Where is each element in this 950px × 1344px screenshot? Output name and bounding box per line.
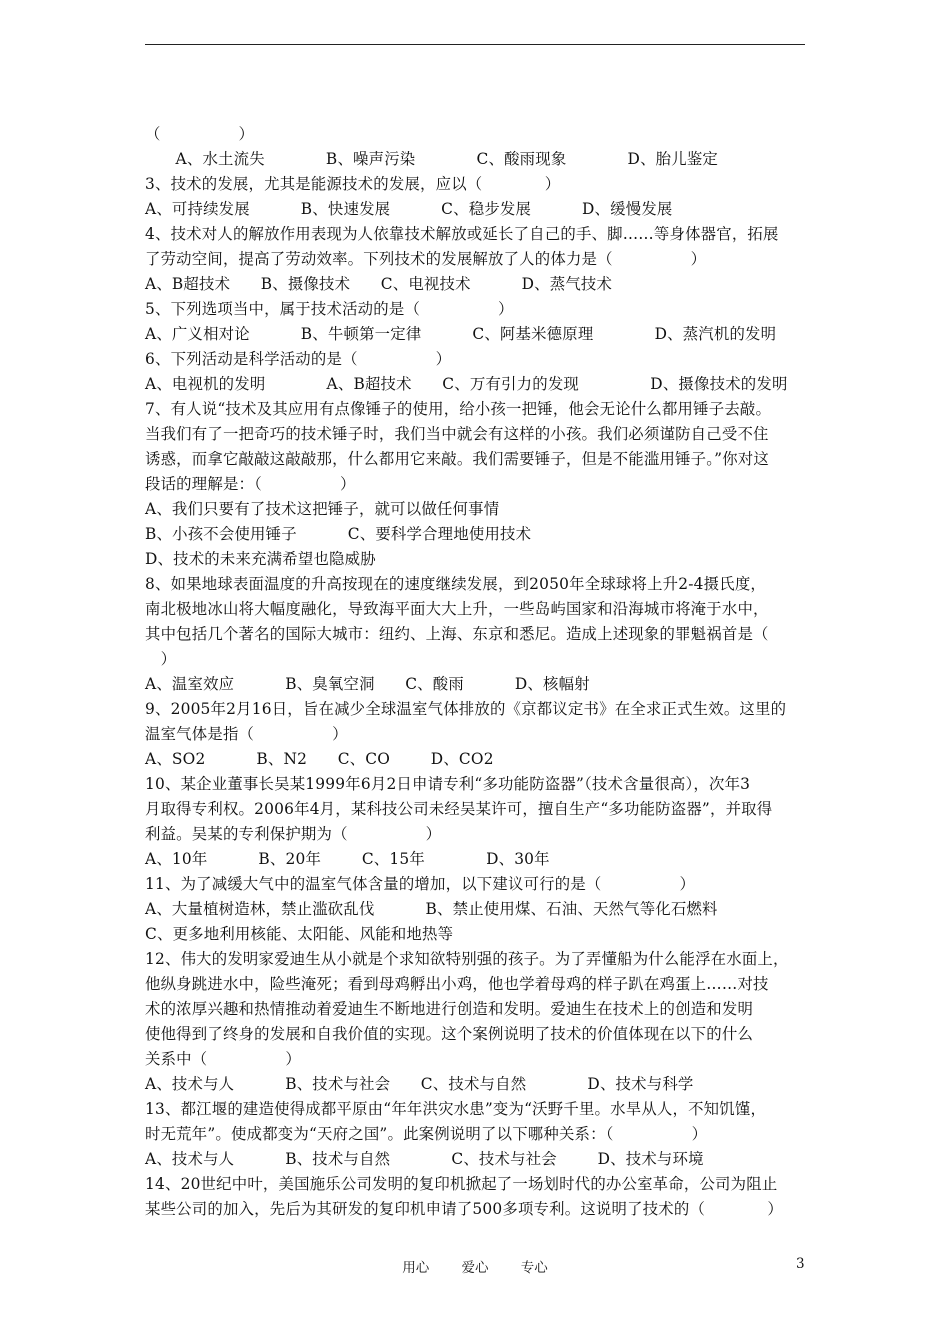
text-line: 12、伟大的发明家爱迪生从小就是个求知欲特别强的孩子。为了弄懂船为什么能浮在水面上， bbox=[145, 950, 789, 968]
footer-motto-2: 爱心 bbox=[461, 1260, 489, 1276]
text-line: 4、技术对人的解放作用表现为人依靠技术解放或延长了自己的手、脚……等身体器官，拓展 bbox=[145, 225, 779, 243]
text-line: 当我们有了一把奇巧的技术锤子时，我们当中就会有这样的小孩。我们必须谨防自己受不住 bbox=[145, 425, 769, 443]
text-line: 南北极地冰山将大幅度融化，导致海平面大大上升，一些岛屿国家和沿海城市将淹于水中， bbox=[145, 600, 769, 618]
text-line: 利益。吴某的专利保护期为（ ） bbox=[145, 825, 442, 843]
page-number: 3 bbox=[796, 1256, 805, 1272]
text-line: 关系中（ ） bbox=[145, 1050, 301, 1068]
text-line: A、B超技术 B、摄像技术 C、电视技术 D、蒸气技术 bbox=[145, 275, 613, 293]
text-line: 时无荒年”。使成都变为“天府之国”。此案例说明了以下哪种关系：（ ） bbox=[145, 1125, 708, 1143]
text-line: 月取得专利权。2006年4月，某科技公司未经吴某许可，擅自生产“多功能防盗器”，并取得 bbox=[145, 800, 773, 818]
text-line: 7、有人说“技术及其应用有点像锤子的使用，给小孩一把锤，他会无论什么都用锤子去敲。 bbox=[145, 400, 772, 418]
text-line: 段话的理解是：（ ） bbox=[145, 475, 356, 493]
text-line: ） bbox=[145, 650, 177, 668]
text-line: 8、如果地球表面温度的升高按现在的速度继续发展，到2050年全球球将上升2-4摄氏度， bbox=[145, 575, 767, 593]
footer-motto-1: 用心 bbox=[402, 1260, 430, 1276]
footer-motto-3: 专心 bbox=[520, 1260, 548, 1276]
text-line: 其中包括几个著名的国际大城市：纽约、上海、东京和悉尼。造成上述现象的罪魁祸首是（ bbox=[145, 625, 769, 643]
text-line: 某些公司的加入，先后为其研发的复印机申请了500多项专利。这说明了技术的（ ） bbox=[145, 1200, 784, 1218]
text-line: 6、下列活动是科学活动的是（ ） bbox=[145, 350, 452, 368]
text-line: A、10年 B、20年 C、15年 D、30年 bbox=[145, 850, 550, 868]
text-line: A、技术与人 B、技术与社会 C、技术与自然 D、技术与科学 bbox=[145, 1075, 694, 1093]
text-line: （ ） bbox=[145, 125, 255, 143]
header-rule bbox=[145, 44, 805, 45]
question-text-block bbox=[145, 122, 813, 1222]
text-line: D、技术的未来充满希望也隐威胁 bbox=[145, 550, 376, 568]
text-line: 3、技术的发展，尤其是能源技术的发展，应以（ ） bbox=[145, 175, 561, 193]
text-line: A、水土流失 B、噪声污染 C、酸雨现象 D、胎儿鉴定 bbox=[145, 150, 719, 168]
text-line: 13、都江堰的建造使得成都平原由“年年洪灾水患”变为“沃野千里。水旱从人，不知饥馑， bbox=[145, 1100, 767, 1118]
text-line: A、温室效应 B、臭氧空洞 C、酸雨 D、核幅射 bbox=[145, 675, 590, 693]
text-line: A、可持续发展 B、快速发展 C、稳步发展 D、缓慢发展 bbox=[145, 200, 673, 218]
text-line: B、小孩不会使用锤子 C、要科学合理地使用技术 bbox=[145, 525, 532, 543]
text-line: A、电视机的发明 A、B超技术 C、万有引力的发现 D、摄像技术的发明 bbox=[145, 375, 788, 393]
page-footer bbox=[0, 1256, 950, 1276]
text-line: 5、下列选项当中，属于技术活动的是（ ） bbox=[145, 300, 514, 318]
text-line: A、广义相对论 B、牛顿第一定律 C、阿基米德原理 D、蒸汽机的发明 bbox=[145, 325, 777, 343]
text-line: 使他得到了终身的发展和自我价值的实现。这个案例说明了技术的价值体现在以下的什么 bbox=[145, 1025, 754, 1043]
text-line: 14、20世纪中叶，美国施乐公司发明的复印机掀起了一场划时代的办公室革命，公司为阻止 bbox=[145, 1175, 778, 1193]
text-line: 他纵身跳进水中，险些淹死；看到母鸡孵出小鸡，他也学着母鸡的样子趴在鸡蛋上……对技 bbox=[145, 975, 769, 993]
text-line: C、更多地利用核能、太阳能、风能和地热等 bbox=[145, 925, 454, 943]
text-line: 术的浓厚兴趣和热情推动着爱迪生不断地进行创造和发明。爱迪生在技术上的创造和发明 bbox=[145, 1000, 754, 1018]
text-line: 诱惑，而拿它敲敲这敲敲那，什么都用它来敲。我们需要锤子，但是不能滥用锤子。”你对这 bbox=[145, 450, 769, 468]
text-line: 9、2005年2月16日，旨在减少全球温室气体排放的《京都议定书》在全求正式生效。这里的 bbox=[145, 700, 787, 718]
text-line: A、SO2 B、N2 C、CO D、CO2 bbox=[145, 750, 494, 768]
text-line: 10、某企业董事长吴某1999年6月2日申请专利“多功能防盗器”（技术含量很高），次年3 bbox=[145, 775, 751, 793]
text-line: 了劳动空间，提高了劳动效率。下列技术的发展解放了人的体力是（ ） bbox=[145, 250, 707, 268]
text-line: A、大量植树造林，禁止滥砍乱伐 B、禁止使用煤、石油、天然气等化石燃料 bbox=[145, 900, 718, 918]
text-line: A、我们只要有了技术这把锤子，就可以做任何事情 bbox=[145, 500, 500, 518]
text-line: 温室气体是指（ ） bbox=[145, 725, 348, 743]
text-line: 11、为了减缓大气中的温室气体含量的增加，以下建议可行的是（ ） bbox=[145, 875, 696, 893]
text-line: A、技术与人 B、技术与自然 C、技术与社会 D、技术与环境 bbox=[145, 1150, 704, 1168]
